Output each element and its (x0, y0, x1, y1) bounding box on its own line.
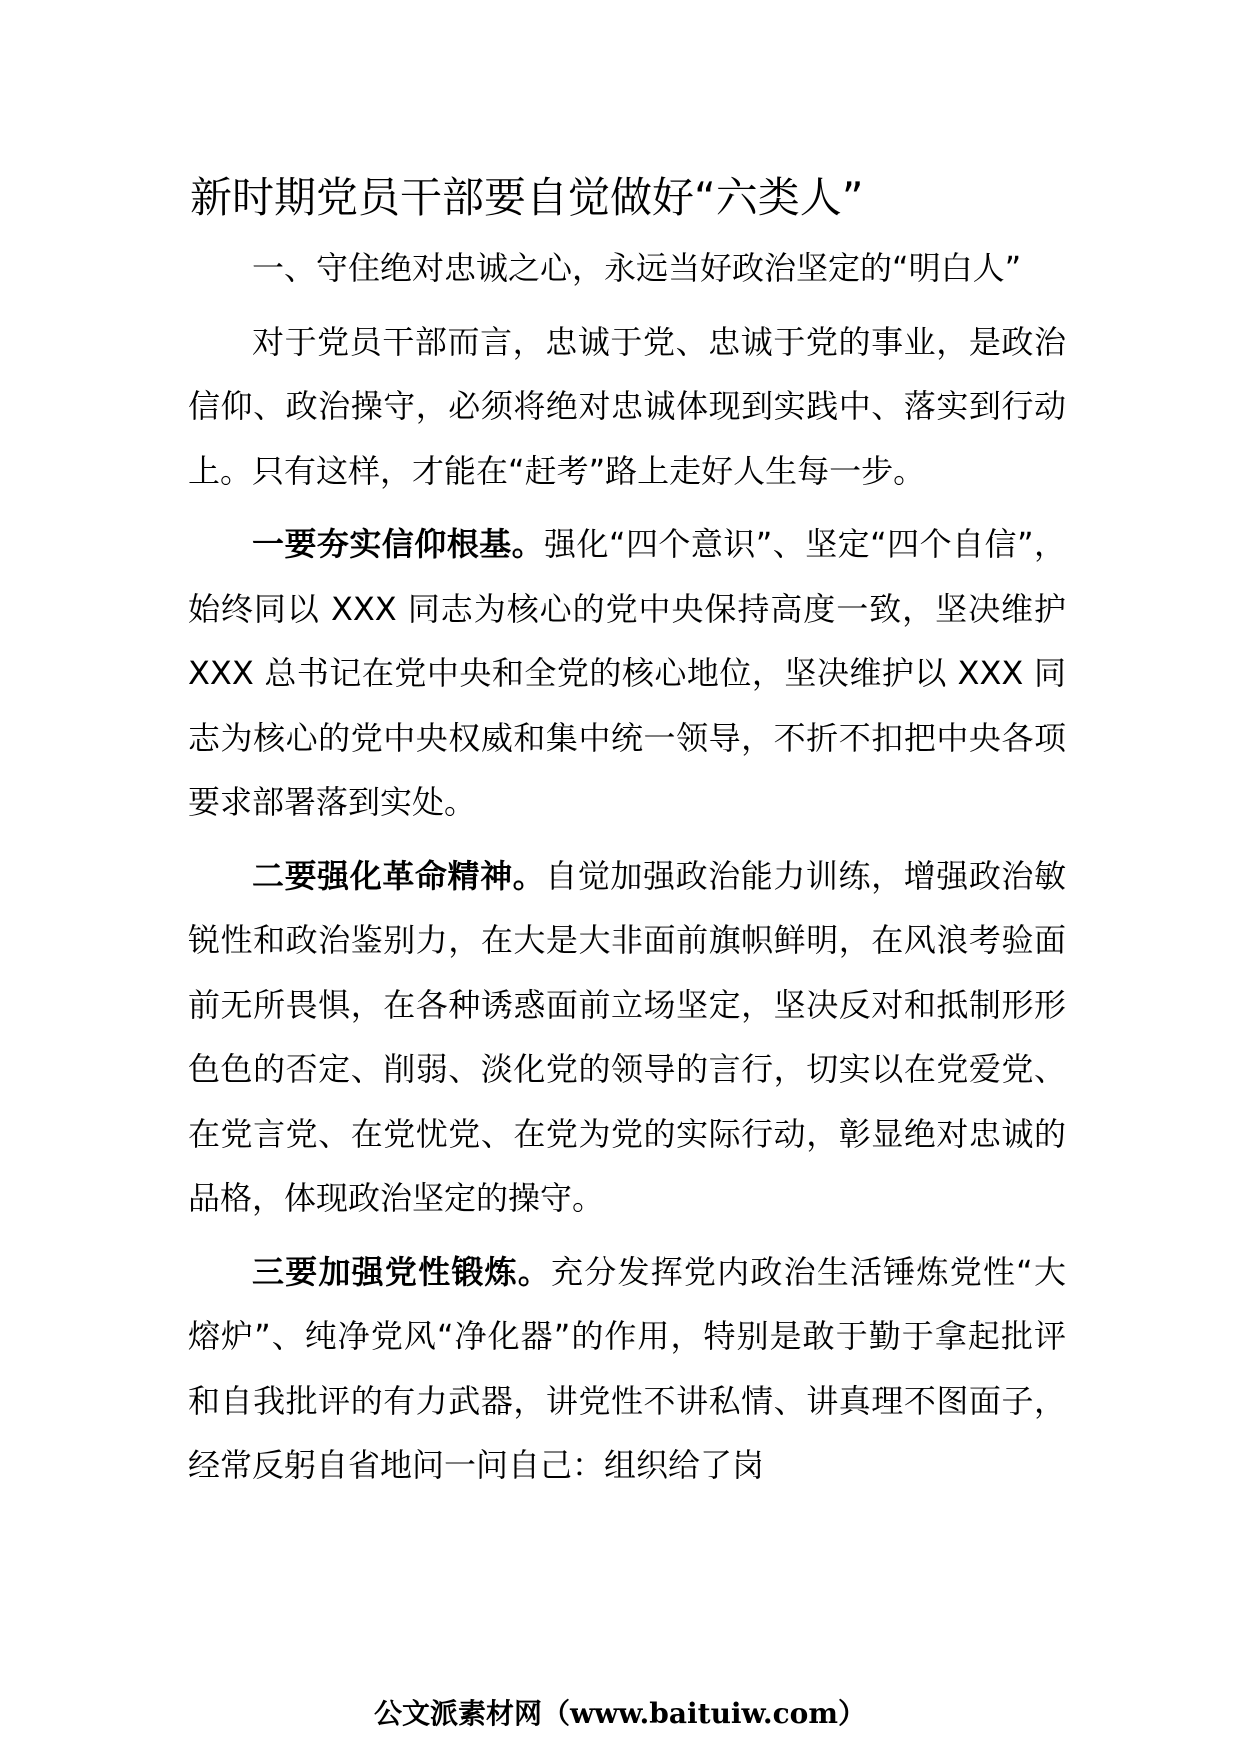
page-footer: 公文派素材网（www.baituiw.com） (374, 1697, 866, 1730)
paragraph-body: 对于党员干部而言，忠诚于党、忠诚于党的事业，是政治信仰、政治操守，必须将绝对忠诚体现到实践中、落实到行动上。只有这样，才能在“赶考”路上走好人生每一步。 (188, 322, 1066, 490)
paragraph-body: 充分发挥党内政治生活锤炼党性“大熔炉”、纯净党风“净化器”的作用，特别是敢于勤于拿起批评和自我批评的有力武器，讲党性不讲私情、讲真理不图面子，经常反躬自省地问一问自己：组织给了岗 (188, 1252, 1066, 1484)
paragraph-party-spirit (188, 1240, 1066, 1498)
paragraph-spirit (188, 844, 1066, 1231)
document-body (188, 236, 1066, 1507)
paragraph-lead: 一要夯实信仰根基。 (252, 525, 545, 563)
section-heading: 一、守住绝对忠诚之心，永远当好政治坚定的“明白人” (252, 249, 1022, 287)
paragraph-body: 强化“四个意识”、坚定“四个自信”，始终同以 XXX 同志为核心的党中央保持高度一致，坚决维护 XXX 总书记在党中央和全党的核心地位，坚决维护以 XXX 同志为核心的党中央权威和集中统一领导，不折不扣把中央各项要求部署落到实处。 (188, 525, 1066, 821)
paragraph-faith (188, 512, 1066, 835)
paragraph-lead: 三要加强党性锻炼。 (252, 1252, 552, 1291)
paragraph-lead: 二要强化革命精神。 (252, 856, 546, 895)
paragraph-body: 自觉加强政治能力训练，增强政治敏锐性和政治鉴别力，在大是大非面前旗帜鲜明，在风浪考验面前无所畏惧，在各种诱惑面前立场坚定，坚决反对和抵制形形色色的否定、削弱、淡化党的领导的言行，切实以在党爱党、在党言党、在党忧党、在党为党的实际行动，彰显绝对忠诚的品格，体现政治坚定的操守。 (188, 856, 1066, 1217)
document-title: 新时期党员干部要自觉做好“六类人” (190, 173, 864, 222)
paragraph-intro (188, 310, 1066, 504)
